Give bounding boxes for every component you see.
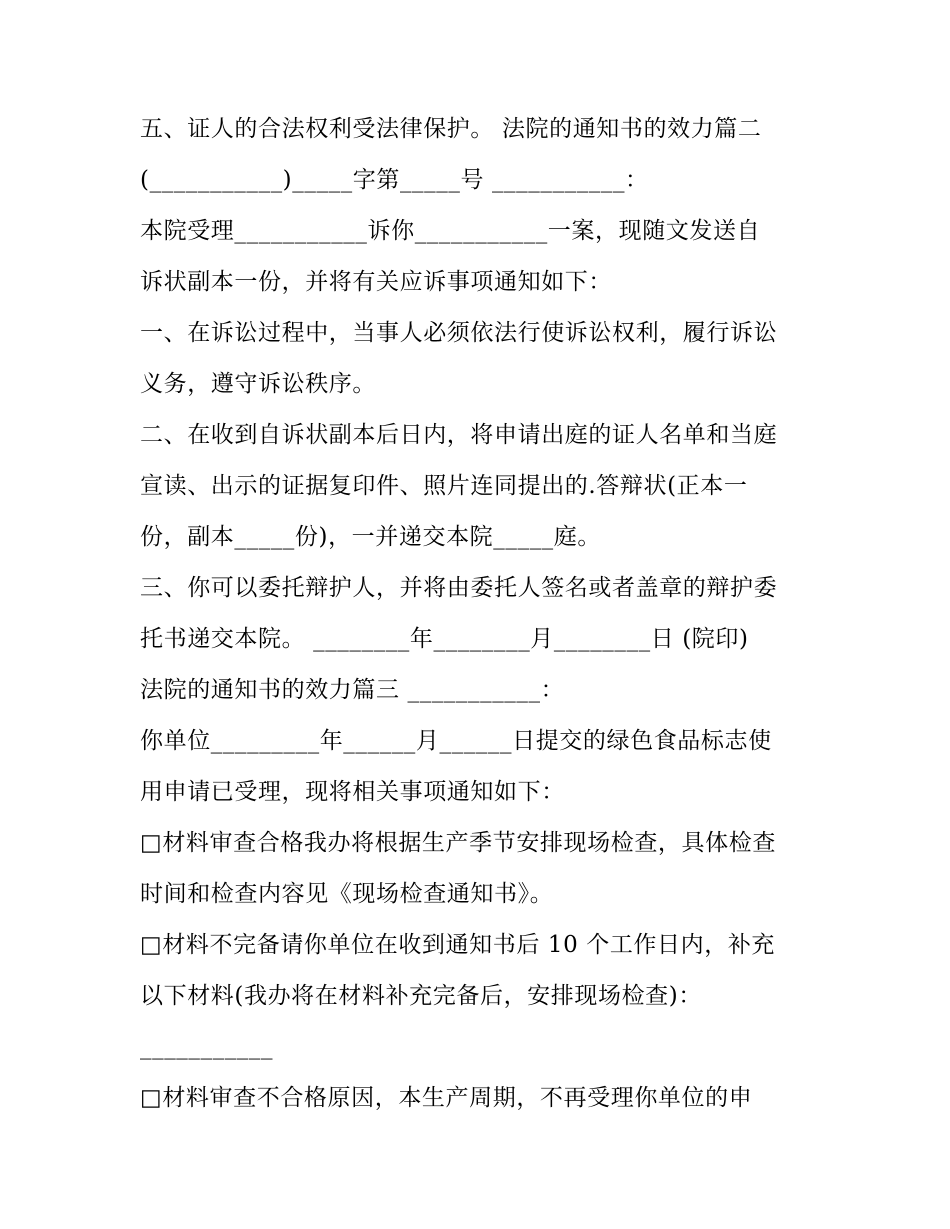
text-line: 一、在诉讼过程中，当事人必须依法行使诉讼权利，履行诉讼 [140, 320, 778, 346]
text-line: 份，副本_____份)，一并递交本院_____庭。 [140, 524, 601, 550]
text-line: 用申请已受理，现将相关事项通知如下： [140, 779, 565, 805]
text-line: 时间和检查内容见《现场检查通知书》。 [140, 881, 554, 907]
text-line: 二、在收到自诉状副本后日内，将申请出庭的证人名单和当庭 [140, 422, 778, 448]
text-line: 义务，遵守诉讼秩序。 [140, 371, 376, 397]
blank-line: ___________ [140, 1034, 274, 1060]
text-line: 托书递交本院。 ________年________月________日 (院印) [140, 626, 749, 652]
text-line: 五、证人的合法权利受法律保护。 法院的通知书的效力篇二 [140, 116, 762, 142]
checkbox-line: □材料审查合格我办将根据生产季节安排现场检查，具体检查 [140, 830, 776, 856]
text-line: 以下材料(我办将在材料补充完备后，安排现场检查)： [140, 983, 702, 1009]
text-line: 你单位_________年______月______日提交的绿色食品标志使 [140, 728, 772, 754]
text-line: 本院受理___________诉你___________一案，现随文发送自 [140, 218, 761, 244]
checkbox-line: □材料审查不合格原因，本生产周期，不再受理你单位的申 [140, 1085, 753, 1111]
document-body [140, 104, 830, 1124]
text-line: 法院的通知书的效力篇三 ___________： [140, 677, 565, 703]
text-line: 诉状副本一份，并将有关应诉事项通知如下： [140, 269, 612, 295]
text-line: 三、你可以委托辩护人，并将由委托人签名或者盖章的辩护委 [140, 575, 778, 601]
checkbox-line: □材料不完备请你单位在收到通知书后 10 个工作日内，补充 [140, 932, 776, 958]
text-line: (___________)_____字第_____号 ___________： [140, 167, 649, 193]
text-line: 宣读、出示的证据复印件、照片连同提出的.答辩状(正本一 [140, 473, 748, 499]
